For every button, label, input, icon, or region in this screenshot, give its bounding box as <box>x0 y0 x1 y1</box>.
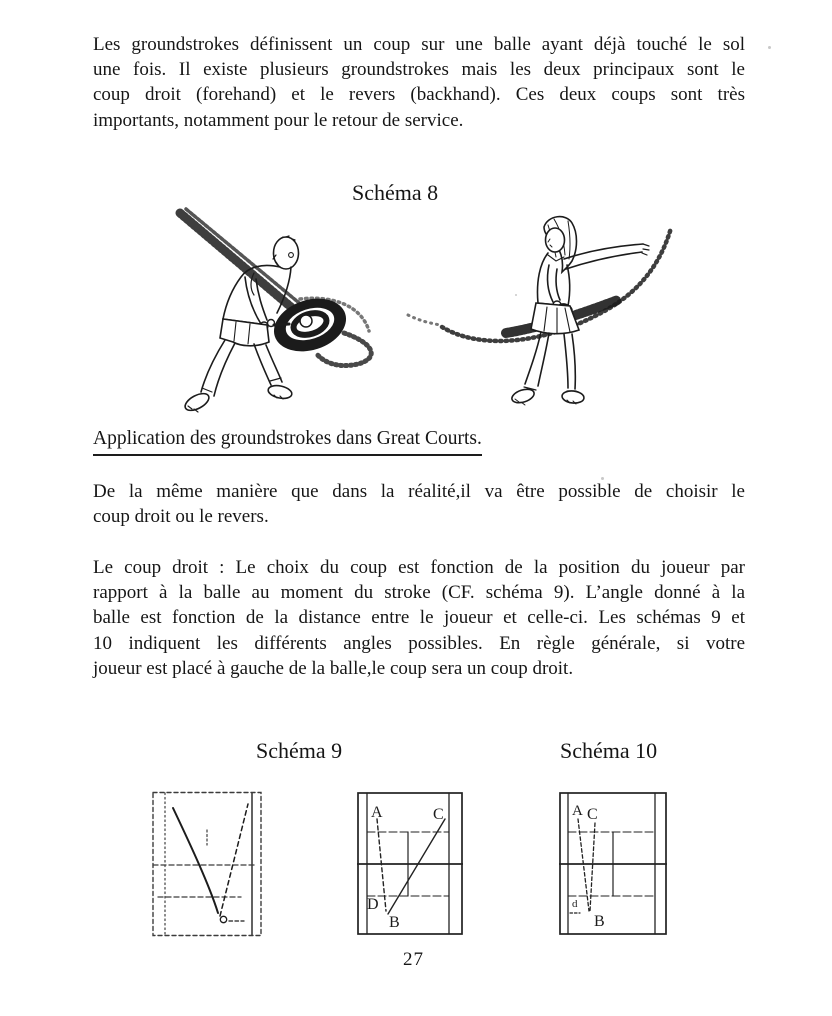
text-line: coup droit (forehand) et le revers (backhand). Ces deux coups sont très <box>93 84 745 106</box>
text-line: Les groundstrokes définissent un coup sur une balle ayant déjà touché le sol <box>93 34 745 55</box>
angle-line-cb <box>590 823 595 911</box>
schema8-illustration <box>150 203 690 423</box>
ball-path-dashed <box>220 804 248 916</box>
schema9-label: Schéma 9 <box>256 738 343 763</box>
text-line: balle est fonction de la distance entre le joueur et celle-ci. Les schémas 9 et <box>93 607 745 629</box>
court-label-d: D <box>367 896 379 913</box>
court-label-c: C <box>433 806 444 823</box>
court-label-a: A <box>572 803 583 819</box>
page-number: 27 <box>403 949 424 970</box>
text-line: coup droit ou le revers. <box>93 506 269 528</box>
court-label-c: C <box>587 806 598 823</box>
angle-line-bc <box>388 819 445 914</box>
court-diagram-schema10 <box>559 792 667 935</box>
player-forehand-figure <box>180 209 371 414</box>
text-line: une fois. Il existe plusieurs groundstrokes mais les deux principaux sont le <box>93 59 745 81</box>
text-line: De la même manière que dans la réalité,il va être possible de choisir le <box>93 481 745 502</box>
angle-line-ab <box>578 819 589 911</box>
court-diagram-schema9 <box>357 792 463 935</box>
racket-handle <box>274 324 289 325</box>
court-label-a: A <box>371 804 383 821</box>
text-line: Le coup droit : Le choix du coup est fonction de la position du joueur par <box>93 557 745 578</box>
schema10-label: Schéma 10 <box>560 738 658 763</box>
text-line: 10 indiquent les différents angles possibles. En règle générale, si votre <box>93 632 745 654</box>
court-label-d: d <box>572 898 578 910</box>
court-label-b: B <box>594 913 605 930</box>
court-diagram-trajectory <box>152 791 263 938</box>
text-line: joueur est placé à gauche de la balle,le coup sera un coup droit. <box>93 657 574 679</box>
schema8-label: Schéma 8 <box>352 180 439 205</box>
player-head <box>546 228 565 252</box>
maniere-paragraph <box>93 479 745 529</box>
player-backhand-figure <box>408 217 671 406</box>
text-line: rapport à la balle au moment du stroke (CF. schéma 9). L’angle donné à la <box>93 582 745 604</box>
scan-speck <box>515 294 517 296</box>
intro-paragraph <box>93 32 745 133</box>
court-label-b: B <box>389 914 400 931</box>
section-heading: Application des groundstrokes dans Great Courts. <box>93 428 482 456</box>
text-line: importants, notamment pour le retour de service. <box>93 109 464 131</box>
scan-speck <box>601 477 604 480</box>
coup-droit-paragraph <box>93 555 745 681</box>
scan-speck <box>768 46 771 49</box>
player-marker <box>220 916 226 922</box>
tennis-ball <box>300 315 312 327</box>
